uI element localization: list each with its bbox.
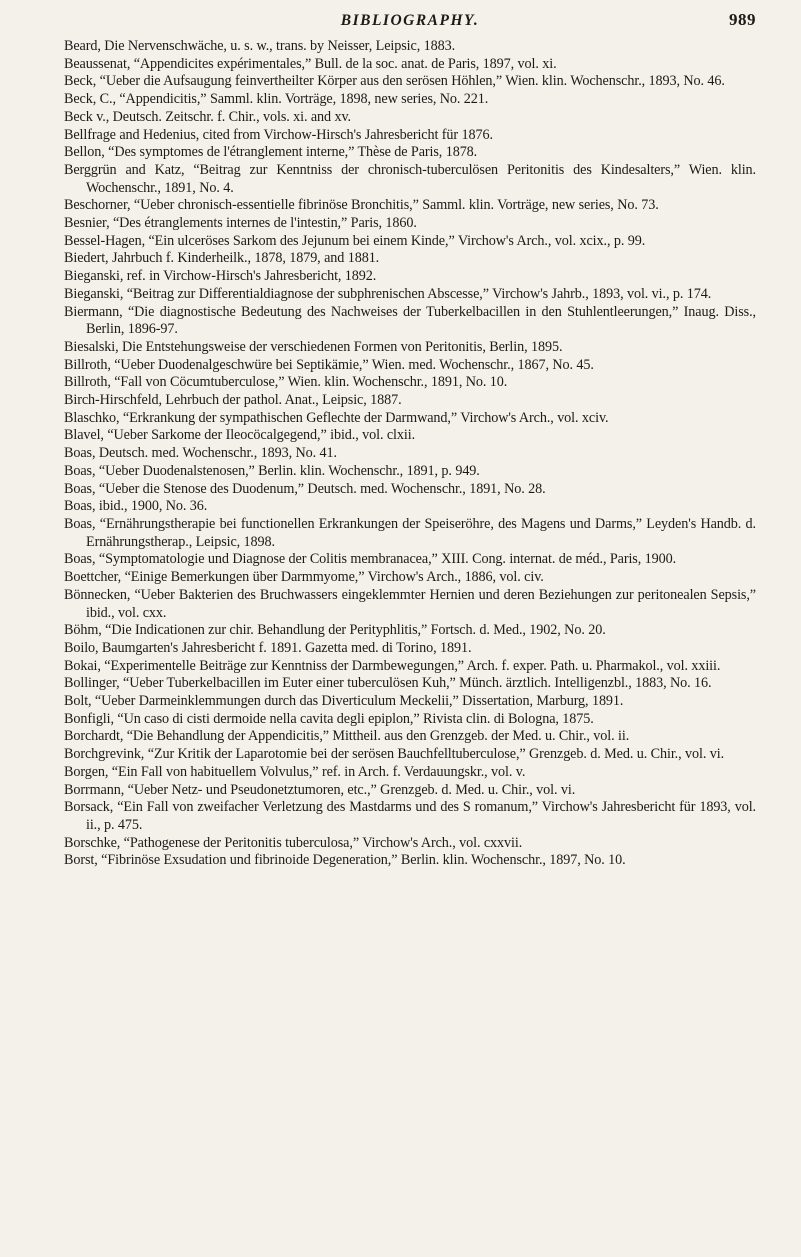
bibliography-entry: Borst, “Fibrinöse Exsudation und fibrinoide Degeneration,” Berlin. klin. Wochenschr., 1897, No. 10. [64,852,626,869]
bibliography-entry: Bönnecken, “Ueber Bakterien des Bruchwassers eingeklemmter Hernien und deren Beziehungen zur peritonealen Sepsis,” ibid., vol. cxx. [64,586,756,621]
bibliography-entry: Blaschko, “Erkrankung der sympathischen Geflechte der Darmwand,” Virchow's Arch., vol. xciv. [64,409,609,426]
bibliography-entry: Borchgrevink, “Zur Kritik der Laparotomie bei der serösen Bauchfelltuberculose,” Grenzgeb. d. Med. u. Chir., vol. vi. [64,746,725,763]
bibliography-entry: Borsack, “Ein Fall von zweifacher Verletzung des Mastdarms und des S romanum,” Virchow's Jahresbericht für 1893, vol. ii., p. 475. [64,799,756,833]
bibliography-entry: Bieganski, “Beitrag zur Differentialdiagnose der subphrenischen Abscesse,” Virchow's Jahrb., 1893, vol. vi., p. 174. [64,285,712,302]
bibliography-entry: Boas, “Ueber Duodenalstenosen,” Berlin. klin. Wochenschr., 1891, p. 949. [64,462,480,479]
page-number: 989 [729,10,756,29]
bibliography-entry: Boas, ibid., 1900, No. 36. [64,498,208,515]
bibliography-entry: Bonfigli, “Un caso di cisti dermoide nella cavita degli epiplon,” Rivista clin. di Bologna, 1875. [64,710,594,727]
bibliography-entry: Biedert, Jahrbuch f. Kinderheilk., 1878, 1879, and 1881. [64,250,380,267]
bibliography-entry: Bessel-Hagen, “Ein ulceröses Sarkom des Jejunum bei einem Kinde,” Virchow's Arch., vol. xcix., p. 99. [64,232,646,249]
bibliography-entry: Beck, C., “Appendicitis,” Samml. klin. Vorträge, 1898, new series, No. 221. [64,91,489,108]
bibliography-entry: Borrmann, “Ueber Netz- und Pseudonetztumoren, etc.,” Grenzgeb. d. Med. u. Chir., vol. vi. [64,781,576,798]
bibliography-entry: Boas, “Symptomatologie und Diagnose der Colitis membranacea,” XIII. Cong. internat. de méd., Paris, 1900. [64,551,677,568]
running-title: BIBLIOGRAPHY. [340,12,480,29]
bibliography-entry: Birch-Hirschfeld, Lehrbuch der pathol. Anat., Leipsic, 1887. [64,392,402,409]
bibliography-entry: Biermann, “Die diagnostische Bedeutung des Nachweises der Tuberkelbacillen in den Stuhlentleerungen,” Inaug. Diss., Berlin, 1896-97. [64,303,756,338]
bibliography-entry: Boilo, Baumgarten's Jahresbericht f. 1891. Gazetta med. di Torino, 1891. [64,639,472,656]
page-header [64,0,756,38]
bibliography-entry: Borgen, “Ein Fall von habituellem Volvulus,” ref. in Arch. f. Verdauungskr., vol. v. [64,763,526,780]
bibliography-entry: Böhm, “Die Indicationen zur chir. Behandlung der Perityphlitis,” Fortsch. d. Med., 1902, No. 20. [64,622,606,639]
bibliography-entry: Bellfrage and Hedenius, cited from Virchow-Hirsch's Jahresbericht für 1876. [64,126,493,143]
bibliography-entry: Blavel, “Ueber Sarkome der Ileocöcalgegend,” ibid., vol. clxii. [64,427,416,444]
bibliography-entry: Beaussenat, “Appendicites expérimentales,” Bull. de la soc. anat. de Paris, 1897, vol. xi. [64,55,557,72]
bibliography-entry: Bollinger, “Ueber Tuberkelbacillen im Euter einer tuberculösen Kuh,” Münch. ärztlich. Intelligenzbl., 1883, No. 16. [64,675,712,692]
bibliography-entry: Boas, Deutsch. med. Wochenschr., 1893, No. 41. [64,445,337,462]
bibliography-entry: Beschorner, “Ueber chronisch-essentielle fibrinöse Bronchitis,” Samml. klin. Vorträge, new series, No. 73. [64,197,659,214]
bibliography-entry: Bellon, “Des symptomes de l'étranglement interne,” Thèse de Paris, 1878. [64,144,478,161]
bibliography-entry: Bolt, “Ueber Darmeinklemmungen durch das Diverticulum Meckelii,” Dissertation, Marburg, 1891. [64,693,624,710]
bibliography-entry: Berggrün and Katz, “Beitrag zur Kenntniss der chronisch-tuberculösen Peritonitis des Kindesalters,” Wien. klin. Wochenschr., 1891, No. 4. [64,161,756,196]
bibliography-entry: Beck, “Ueber die Aufsaugung feinvertheilter Körper aus den serösen Höhlen,” Wien. klin. Wochenschr., 1893, No. 46. [64,73,725,90]
bibliography-entry: Bokai, “Experimentelle Beiträge zur Kenntniss der Darmbewegungen,” Arch. f. exper. Path. u. Pharmakol., vol. xxiii. [64,657,721,674]
bibliography-entry: Billroth, “Fall von Cöcumtuberculose,” Wien. klin. Wochenschr., 1891, No. 10. [64,374,508,391]
bibliography-entry: Biesalski, Die Entstehungsweise der verschiedenen Formen von Peritonitis, Berlin, 1895. [64,338,563,355]
bibliography-entry: Beard, Die Nervenschwäche, u. s. w., trans. by Neisser, Leipsic, 1883. [64,38,456,54]
bibliography-entry: Boas, “Ernährungstherapie bei functionellen Erkrankungen der Speiseröhre, des Magens und Darms,” Leyden's Handb. d. Ernährungstherap., Leipsic, 1898. [64,515,756,550]
bibliography-entry: Boettcher, “Einige Bemerkungen über Darmmyome,” Virchow's Arch., 1886, vol. civ. [64,569,544,586]
bibliography-list [64,38,756,870]
bibliography-entry: Borchardt, “Die Behandlung der Appendicitis,” Mittheil. aus den Grenzgeb. der Med. u. Chir., vol. ii. [64,728,630,745]
bibliography-entry: Boas, “Ueber die Stenose des Duodenum,” Deutsch. med. Wochenschr., 1891, No. 28. [64,480,546,497]
bibliography-entry: Bieganski, ref. in Virchow-Hirsch's Jahresbericht, 1892. [64,268,377,285]
bibliography-entry: Billroth, “Ueber Duodenalgeschwüre bei Septikämie,” Wien. med. Wochenschr., 1867, No. 45. [64,356,594,373]
bibliography-entry: Borschke, “Pathogenese der Peritonitis tuberculosa,” Virchow's Arch., vol. cxxvii. [64,834,523,851]
bibliography-entry: Besnier, “Des étranglements internes de l'intestin,” Paris, 1860. [64,215,417,232]
bibliography-entry: Beck v., Deutsch. Zeitschr. f. Chir., vols. xi. and xv. [64,108,352,125]
